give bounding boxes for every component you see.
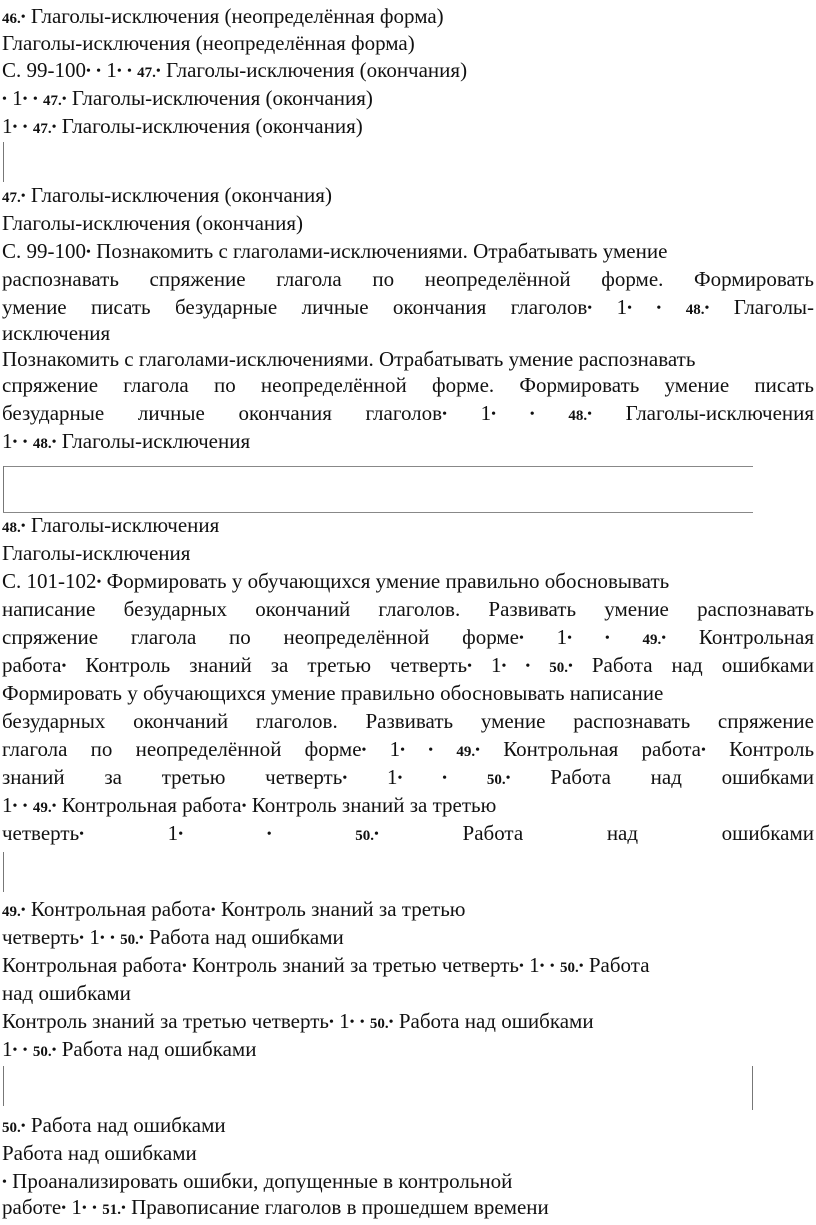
- text-line: 48.• Глаголы-исключения: [2, 513, 220, 537]
- text-line: Работа над ошибками: [2, 1141, 197, 1165]
- margin-bar: [3, 466, 4, 512]
- text-line: знаний за третью четверть• 1• • 50.• Работа над ошибками: [2, 765, 815, 789]
- text-line: над ошибками: [2, 981, 131, 1005]
- text-line: 46.• Глаголы-исключения (неопределённая форма): [2, 4, 444, 28]
- text-line: глагола по неопределённой форме• 1• • 49.• Контрольная работа• Контроль: [2, 737, 815, 761]
- text-line: спряжение глагола по неопределённой форме. Формировать умение писать: [2, 373, 814, 397]
- text-line: исключения: [2, 321, 111, 345]
- text-line: Глаголы-исключения (неопределённая форма): [2, 31, 415, 55]
- text-line: 1• • 50.• Работа над ошибками: [2, 1037, 257, 1061]
- margin-bar: [3, 852, 4, 892]
- text-line: написание безударных окончаний глаголов. Развивать умение распознавать: [2, 597, 814, 621]
- text-line: Формировать у обучающихся умение правильно обосновывать написание: [2, 681, 664, 705]
- text-line: 49.• Контрольная работа• Контроль знаний за третью: [2, 897, 466, 921]
- text-line: • Проанализировать ошибки, допущенные в контрольной: [2, 1169, 513, 1193]
- text-line: 47.• Глаголы-исключения (окончания): [2, 183, 332, 207]
- margin-bar: [752, 1066, 753, 1110]
- text-line: распознавать спряжение глагола по неопределённой форме. Формировать: [2, 267, 814, 291]
- text-line: Контроль знаний за третью четверть• 1• • 50.• Работа над ошибками: [2, 1009, 594, 1033]
- margin-bar: [3, 142, 4, 182]
- text-line: Познакомить с глаголами-исключениями. Отрабатывать умение распознавать: [2, 347, 696, 371]
- text-line: спряжение глагола по неопределённой форме• 1• • 49.• Контрольная: [2, 625, 815, 649]
- text-line: 1• • 49.• Контрольная работа• Контроль знаний за третью: [2, 793, 497, 817]
- text-line: Контрольная работа• Контроль знаний за третью четверть• 1• • 50.• Работа: [2, 953, 650, 977]
- text-line: работе• 1• • 51.• Правописание глаголов в прошедшем времени: [2, 1195, 549, 1219]
- text-line: Глаголы-исключения (окончания): [2, 211, 304, 235]
- table-rule-top: [3, 466, 753, 467]
- text-line: С. 101-102• Формировать у обучающихся умение правильно обосновывать: [2, 569, 670, 593]
- text-line: четверть• 1• • 50.• Работа над ошибками: [2, 925, 344, 949]
- margin-bar: [3, 1066, 4, 1106]
- text-line: 50.• Работа над ошибками: [2, 1113, 226, 1137]
- text-line: С. 99-100• • 1• • 47.• Глаголы-исключения (окончания): [2, 58, 468, 82]
- text-line: умение писать безударные личные окончания глаголов• 1• • 48.• Глаголы-: [2, 295, 815, 319]
- text-line: безударные личные окончания глаголов• 1• • 48.• Глаголы-исключения: [2, 401, 815, 425]
- text-line: 1• • 47.• Глаголы-исключения (окончания): [2, 114, 363, 138]
- text-line: безударных окончаний глаголов. Развивать умение распознавать спряжение: [2, 709, 814, 733]
- text-line: Глаголы-исключения: [2, 541, 191, 565]
- text-line: • 1• • 47.• Глаголы-исключения (окончания): [2, 86, 373, 110]
- text-line: четверть• 1• • 50.• Работа над ошибками: [2, 821, 815, 845]
- text-line: работа• Контроль знаний за третью четверть• 1• • 50.• Работа над ошибками: [2, 653, 815, 677]
- text-line: 1• • 48.• Глаголы-исключения: [2, 429, 251, 453]
- text-line: С. 99-100• Познакомить с глаголами-исключениями. Отрабатывать умение: [2, 239, 668, 263]
